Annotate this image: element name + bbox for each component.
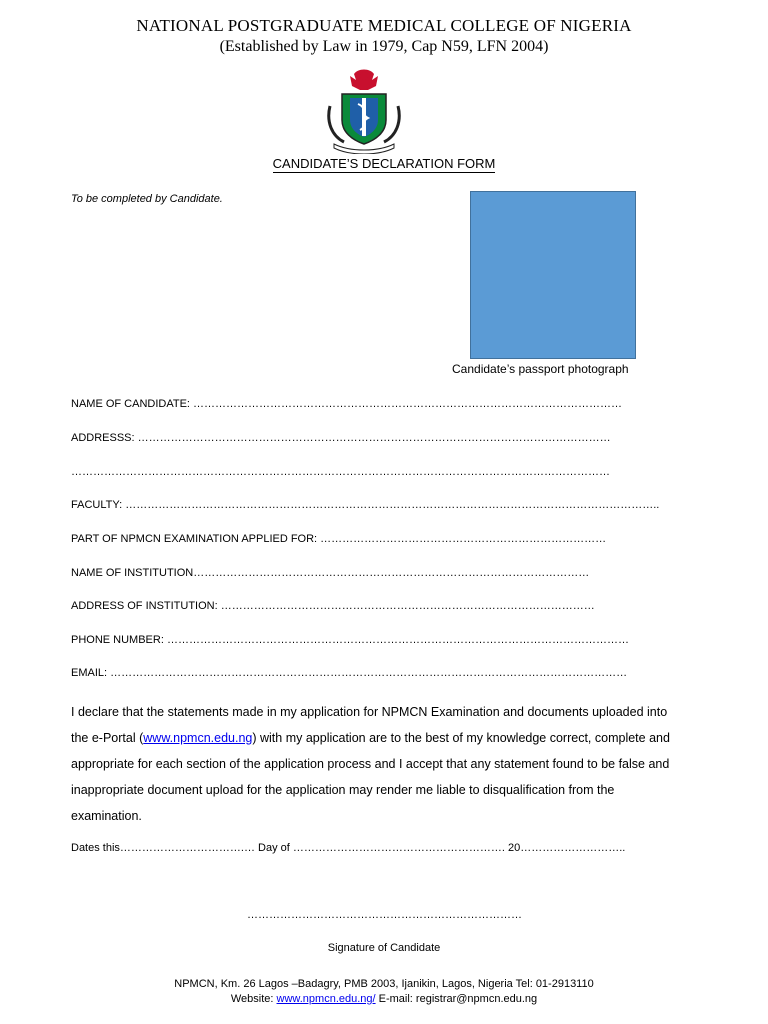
form-title: CANDIDATE’S DECLARATION FORM — [272, 156, 496, 171]
field-address: ADDRESSS: ………………………………………………………………………………………………………………… — [71, 432, 611, 444]
establishment-note: (Established by Law in 1979, Cap N59, LFN 2004) — [219, 38, 549, 55]
field-address-continued: ………………………………………………………………………………………………………………………………… — [71, 466, 610, 478]
field-exam-part: PART OF NPMCN EXAMINATION APPLIED FOR: …………………………………………………………………… — [71, 533, 607, 545]
field-faculty: FACULTY: ……………………………………………………………………………………………………………………………….. — [71, 499, 660, 511]
field-institution-name: NAME OF INSTITUTION……………………………………………………………………………………………… — [71, 567, 590, 579]
field-phone-number: PHONE NUMBER: ……………………………………………………………………………………………………………… — [71, 634, 629, 646]
completion-instruction: To be completed by Candidate. — [71, 193, 223, 205]
footer-address: NPMCN, Km. 26 Lagos –Badagry, PMB 2003, Ijanikin, Lagos, Nigeria Tel: 01-2913110 — [174, 978, 594, 990]
college-crest-logo — [322, 66, 406, 154]
signature-label: Signature of Candidate — [327, 942, 441, 954]
npmcn-portal-link[interactable]: www.npmcn.edu.ng — [143, 731, 253, 745]
footer-contact: Website: www.npmcn.edu.ng/ E-mail: registrar@npmcn.edu.ng — [230, 993, 538, 1005]
footer-website-link[interactable]: www.npmcn.edu.ng/ — [276, 993, 376, 1005]
field-institution-address: ADDRESS OF INSTITUTION: ………………………………………………………………………………………… — [71, 600, 595, 612]
field-email: EMAIL: …………………………………………………………………………………………………………………………… — [71, 667, 628, 679]
date-line: Dates this…………………………….… Day of …………………………………………………. 20……………………….. — [71, 842, 626, 854]
field-candidate-name: NAME OF CANDIDATE: ……………………………………………………………………………………………………… — [71, 398, 623, 410]
declaration-statement: I declare that the statements made in my application for NPMCN Examination and documents uploaded into the e-Portal (www.npmcn.edu.ng) with my application are to the best of my knowledge correct, complete and appropriate for each section of the application process and I accept that any statement found to be false and inappropriate document upload for the application may render me liable to disqualification from the examination. — [71, 705, 670, 823]
passport-photo-placeholder — [470, 191, 636, 359]
college-name: NATIONAL POSTGRADUATE MEDICAL COLLEGE OF NIGERIA — [136, 16, 632, 35]
passport-photo-caption: Candidate’s passport photograph — [452, 362, 629, 376]
signature-line: ………………………………………………………………… — [247, 909, 522, 921]
